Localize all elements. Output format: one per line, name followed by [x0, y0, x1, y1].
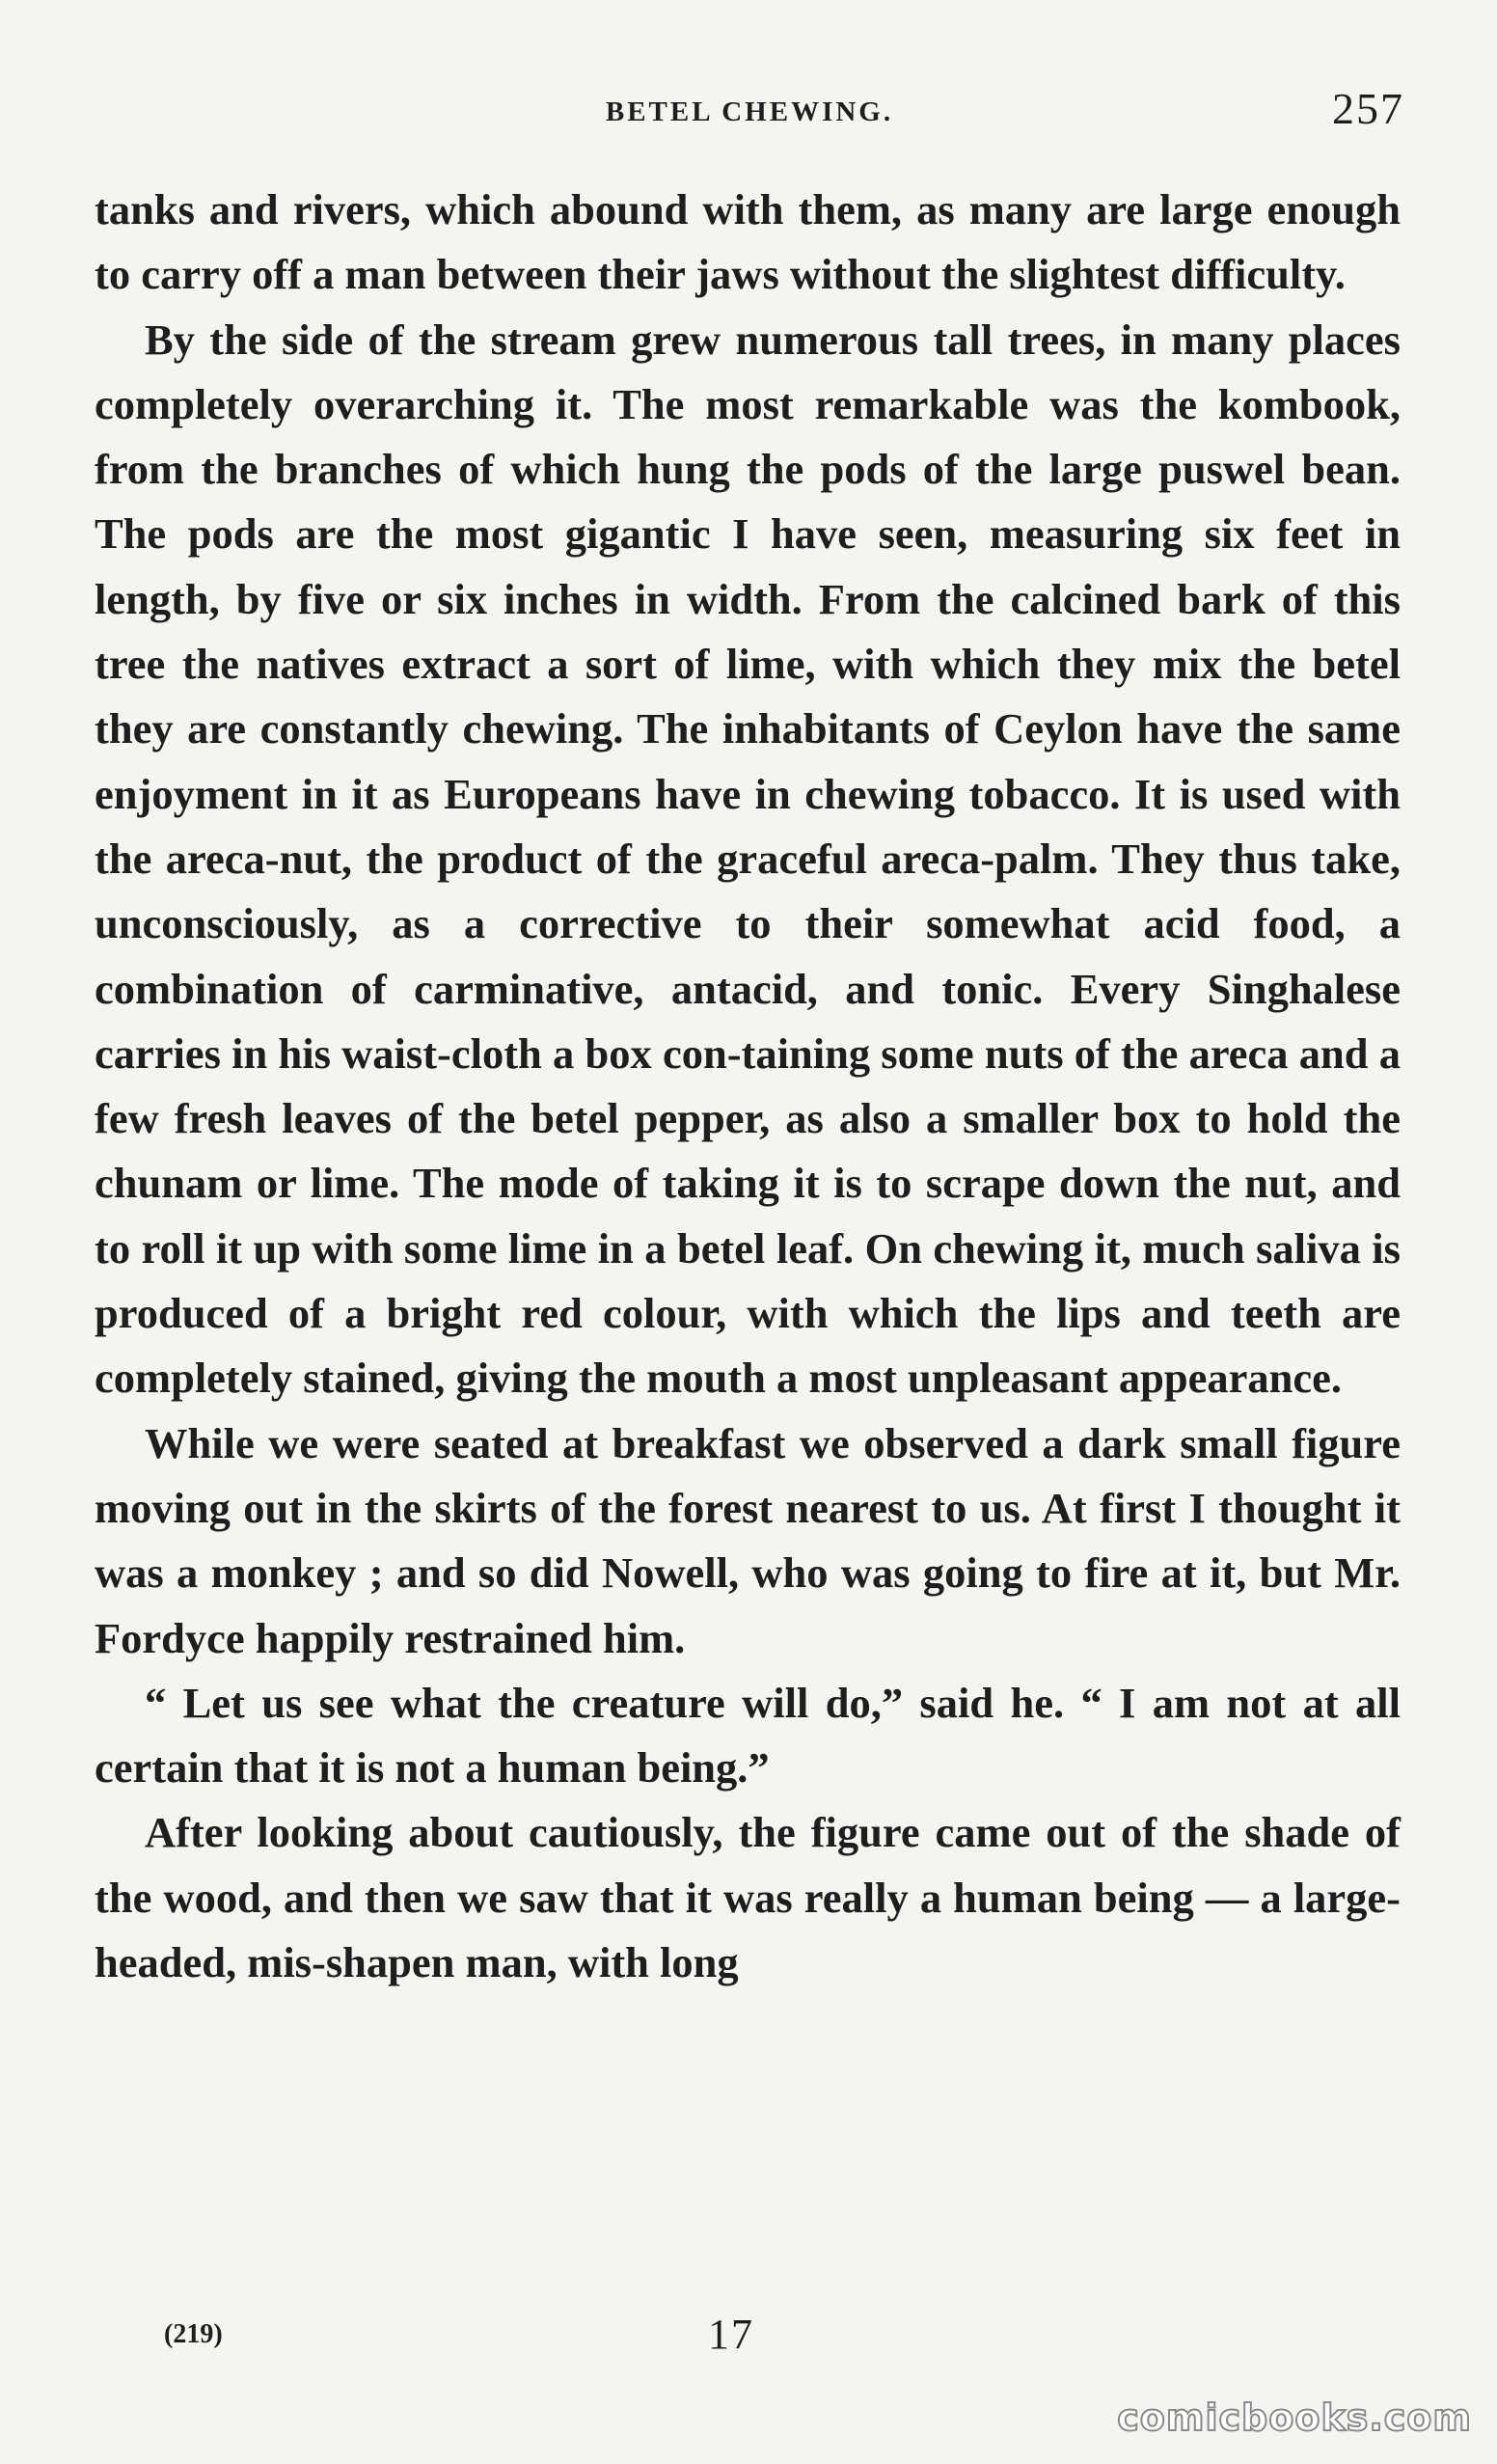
paragraph-continuation: tanks and rivers, which abound with them, as many are large enough to carry off a man between their jaws without the slightest difficulty. — [95, 185, 1401, 299]
page-footer — [0, 2306, 1497, 2383]
running-head — [95, 83, 1404, 141]
running-title: BETEL CHEWING. — [605, 96, 894, 127]
watermark: comicbooks.com — [1117, 2396, 1472, 2439]
paragraph-betel: By the side of the stream grew numerous tall trees, in many places completely overarching it. The most remarkable was the kombook, from the branches of which hung the pods of the large puswel bean. The pods are the most gigantic I have seen, measuring six feet in length, by five or six inches in width. From the calcined bark of this tree the natives extract a sort of lime, with which they mix the betel they are constantly chewing. The inhabitants of Ceylon have the same enjoyment in it as Europeans have in chewing tobacco. It is used with the areca-nut, the product of the graceful areca-palm. They thus take, unconsciously, as a corrective to their somewhat acid food, a combination of carminative, antacid, and tonic. Every Singhalese carries in his waist-cloth a box con-taining some nuts of the areca and a few fresh leaves of the betel pepper, as also a smaller box to hold the chunam or lime. The mode of taking it is to scrape down the nut, and to roll it up with some lime in a betel leaf. On chewing it, much saliva is produced of a bright red colour, with which the lips and teeth are completely stained, giving the mouth a most unpleasant appearance. — [95, 315, 1401, 1403]
paragraph-dialogue: “ Let us see what the creature will do,” said he. “ I am not at all certain that it is not a human being.” — [95, 1678, 1401, 1793]
signature-mark: (219) — [164, 2319, 223, 2349]
sheet-number: 17 — [708, 2311, 754, 2358]
body-text — [95, 178, 1401, 1995]
paragraph-figure: While we were seated at breakfast we observed a dark small figure moving out in the skirts of the forest nearest to us. At first I thought it was a monkey ; and so did Nowell, who was going to fire at it, but Mr. Fordyce happily restrained him. — [95, 1418, 1401, 1662]
page-number: 257 — [1332, 84, 1404, 133]
paragraph-human-being: After looking about cautiously, the figure came out of the shade of the wood, and then we saw that it was really a human being — a large-headed, mis-shapen man, with long — [95, 1808, 1401, 1987]
